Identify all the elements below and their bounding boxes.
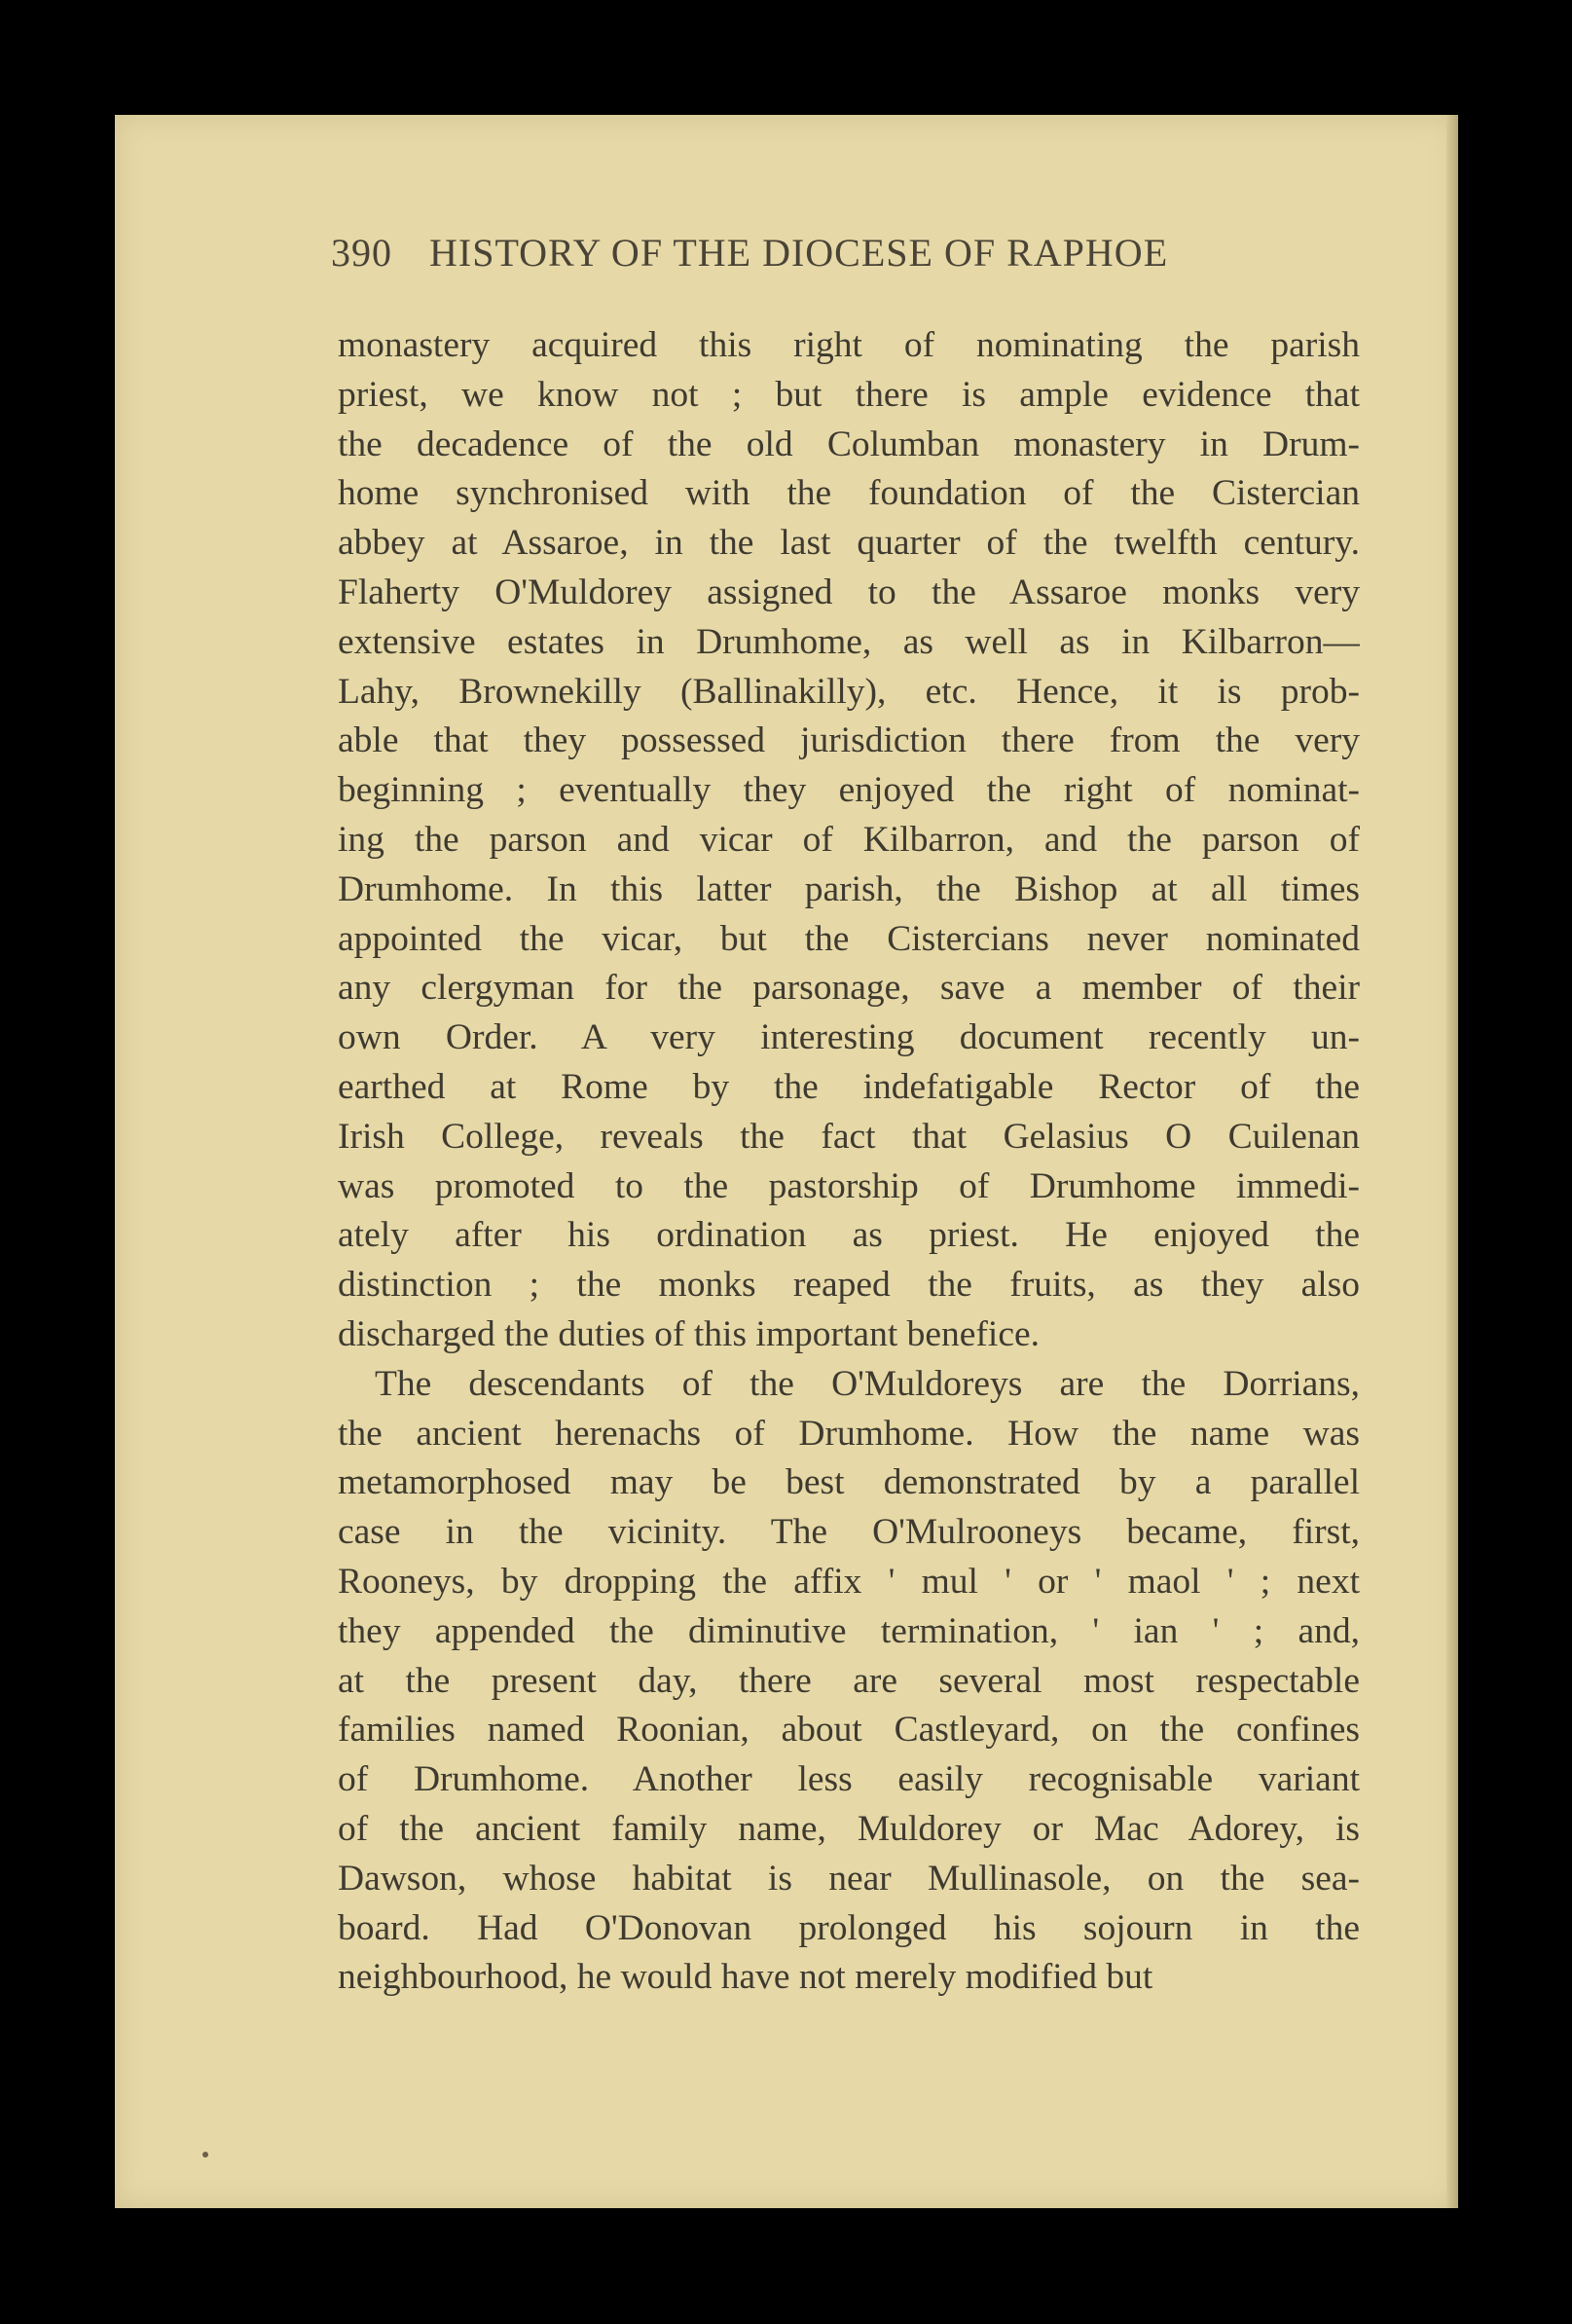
text-line: appointed the vicar, but the Cistercians never nominated [338,918,1360,959]
text-line: metamorphosed may be best demonstrated by a parallel [338,1462,1360,1503]
text-line: any clergyman for the parsonage, save a member of their [338,968,1360,1009]
text-line: extensive estates in Drumhome, as well as in Kilbarron— [338,621,1360,662]
text-line: priest, we know not ; but there is ample evidence that [338,374,1360,415]
text-line: earthed at Rome by the indefatigable Rector of the [338,1066,1360,1107]
text-line: at the present day, there are several most respectable [338,1660,1360,1701]
text-line: ing the parson and vicar of Kilbarron, and the parson of [338,819,1360,860]
text-line: beginning ; eventually they enjoyed the right of nominat- [338,770,1360,811]
text-line: they appended the diminutive termination, ' ian ' ; and, [338,1610,1360,1651]
text-line: board. Had O'Donovan prolonged his sojourn in the [338,1907,1360,1948]
text-line: families named Roonian, about Castleyard, on the confines [338,1710,1360,1751]
text-line: neighbourhood, he would have not merely modified but [338,1957,1153,1998]
page-number: 390 [331,231,392,275]
text-line: able that they possessed jurisdiction there from the very [338,720,1360,761]
text-line: abbey at Assaroe, in the last quarter of the twelfth century. [338,523,1360,564]
text-line: home synchronised with the foundation of the Cistercian [338,473,1360,514]
text-line: distinction ; the monks reaped the fruits, as they also [338,1265,1360,1306]
text-line: ately after his ordination as priest. He enjoyed the [338,1215,1360,1256]
text-line: the ancient herenachs of Drumhome. How the name was [338,1413,1360,1454]
paragraph [338,321,1360,1360]
text-line: discharged the duties of this important benefice. [338,1313,1040,1354]
text-line: Lahy, Brownekilly (Ballinakilly), etc. Hence, it is prob- [338,671,1360,712]
text-line: Drumhome. In this latter parish, the Bishop at all times [338,868,1360,909]
running-title: HISTORY OF THE DIOCESE OF RAPHOE [429,231,1169,275]
paragraph [338,1360,1360,2003]
page-edge [1446,115,1458,2208]
text-line: Rooneys, by dropping the affix ' mul ' or ' maol ' ; next [338,1561,1360,1602]
running-head [331,230,1314,288]
text-line: of the ancient family name, Muldorey or Mac Adorey, is [338,1808,1360,1849]
text-line: was promoted to the pastorship of Drumhome immedi- [338,1165,1360,1206]
text-line: monastery acquired this right of nominating the parish [338,325,1360,365]
paper-speck [202,2152,208,2158]
text-line: case in the vicinity. The O'Mulrooneys became, first, [338,1512,1360,1553]
body-text [338,321,1360,2003]
text-line: Irish College, reveals the fact that Gelasius O Cuilenan [338,1116,1360,1157]
text-line: own Order. A very interesting document recently un- [338,1017,1360,1058]
text-line: The descendants of the O'Muldoreys are the Dorrians, [375,1363,1360,1404]
text-line: the decadence of the old Columban monastery in Drum- [338,424,1360,464]
text-line: of Drumhome. Another less easily recognisable variant [338,1759,1360,1800]
text-line: Dawson, whose habitat is near Mullinasole, on the sea- [338,1858,1360,1899]
text-line: Flaherty O'Muldorey assigned to the Assaroe monks very [338,572,1360,612]
